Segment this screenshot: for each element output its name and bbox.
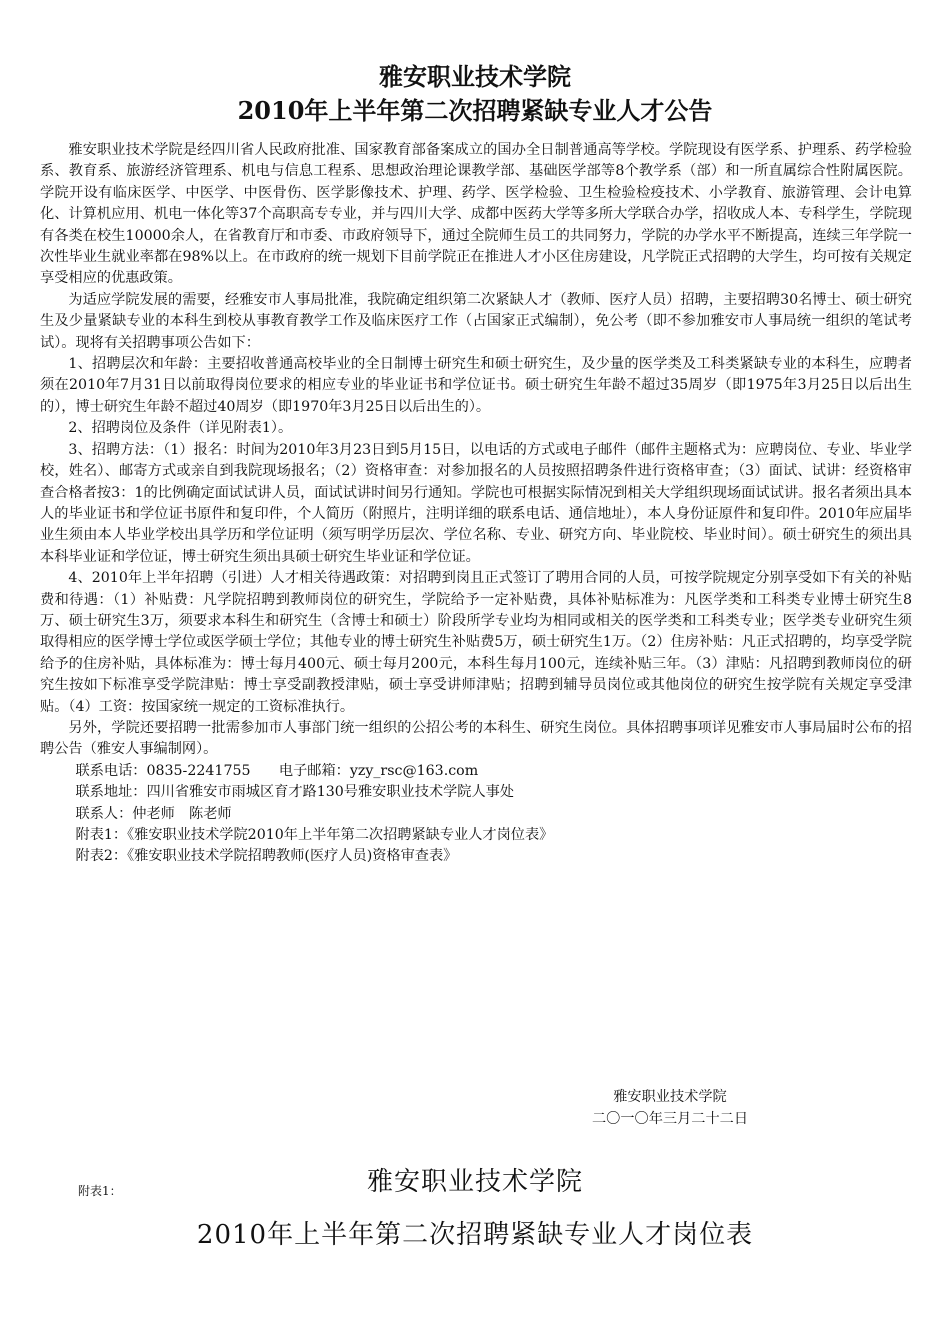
notice-body [40,140,912,868]
attachment-2-ref: 附表2：《雅安职业技术学院招聘教师(医疗人员)资格审查表》 [75,848,458,865]
paragraph-item-1: 1、招聘层次和年龄：主要招收普通高校毕业的全日制博士研究生和硕士研究生，及少量的医学类及工科类紧缺专业的本科生，应聘者须在2010年7月31日以前取得岗位要求的相应专业的毕业证书和学位证书。硕士研究生年龄不超过35周岁（即1975年3月25日以后出生的），博士研究生年龄不超过40周岁（即1970年3月25日以后出生的）。 [40,356,912,415]
signature-block [560,1086,780,1130]
attachment-1-ref: 附表1：《雅安职业技术学院2010年上半年第二次招聘紧缺专业人才岗位表》 [75,827,554,843]
contact-phone-email: 联系电话：0835-2241755 电子邮箱：yzy_rsc@163.com [75,762,479,779]
paragraph-item-2: 2、招聘岗位及条件（详见附表1）。 [68,420,293,437]
appendix-title: 雅安职业技术学院 [366,1167,583,1197]
paragraph-item-4: 4、2010年上半年招聘（引进）人才相关待遇政策：对招聘到岗且正式签订了聘用合同的人员，可按学院规定分别享受如下有关的补贴费和待遇：（1）补贴费：凡学院招聘到教师岗位的研究生，学院给予一定补贴费，具体补贴标准为：凡医学类和工科类专业博士研究生8万、硕士研究生3万，须要求本科生和研究生（含博士和硕士）阶段所学专业均为相同或相关的医学类和工科类专业；医学类专业研究生须取得相应的医学博士学位或医学硕士学位；其他专业的博士研究生补贴费5万，硕士研究生1万。（2）住房补贴：凡正式招聘的，均享受学院给予的住房补贴，具体标准为：博士每月400元、硕士每月200元，本科生每月100元，连续补贴三年。（3）津贴：凡招聘到教师岗位的研究生按如下标准享受学院津贴：博士享受副教授津贴，硕士享受讲师津贴；招聘到辅导员岗位或其他岗位的研究生按学院有关规定享受津贴。（4）工资：按国家统一规定的工资标准执行。 [40,570,912,715]
signature-org: 雅安职业技术学院 [613,1089,727,1105]
contact-person: 联系人：仲老师 陈老师 [75,805,232,822]
paragraph-item-3: 3、招聘方法：（1）报名：时间为2010年3月23日到5月15日，以电话的方式或电子邮件（邮件主题格式为：应聘岗位、专业、毕业学校，姓名）、邮寄方式或亲自到我院现场报名；（2）资格审查：对参加报名的人员按照招聘条件进行资格审查；（3）面试、试讲：经资格审查合格者按3：1的比例确定面试试讲人员，面试试讲时间另行通知。学院也可根据实际情况到相关大学组织现场面试试讲。报名者须出具本人的毕业证书和学位证书原件和复印件，个人简历（附照片，注明详细的联系电话、通信地址），本人身份证原件和复印件。2010年应届毕业生须由本人毕业学校出具学历和学位证明（须写明学历层次、学位名称、专业、研究方向、毕业院校、毕业时间）。硕士研究生的须出具本科毕业证和学位证，博士研究生须出具硕士研究生毕业证和学位证。 [40,441,912,565]
signature-date: 二〇一〇年三月二十二日 [591,1111,749,1127]
paragraph-additional: 另外，学院还要招聘一批需参加市人事部门统一组织的公招公考的本科生、研究生岗位。具体招聘事项详见雅安市人事局届时公布的招聘公告（雅安人事编制网）。 [40,719,912,758]
appendix-label: 附表1： [78,1184,122,1198]
paragraph-intro: 雅安职业技术学院是经四川省人民政府批准、国家教育部备案成立的国办全日制普通高等学校。学院现设有医学系、护理系、药学检验系、教育系、旅游经济管理系、机电与信息工程系、思想政治理论课教学部、基础医学部等8个教学系（部）和一所直属综合性附属医院。学院开设有临床医学、中医学、中医骨伤、医学影像技术、护理、药学、医学检验、卫生检验检疫技术、小学教育、旅游管理、会计电算化、计算机应用、机电一体化等37个高职高专专业，并与四川大学、成都中医药大学等多所大学联合办学，招收成人本、专科学生，学院现有各类在校生10000余人，在省教育厅和市委、市政府领导下，通过全院师生员工的共同努力，学院的办学水平不断提高，连续三年学院一次性毕业生就业率都在98%以上。在市政府的统一规划下目前学院正在推进人才小区住房建设，凡学院正式招聘的大学生，均可按有关规定享受相应的优惠政策。 [40,142,912,287]
contact-address: 联系地址：四川省雅安市雨城区育才路130号雅安职业技术学院人事处 [75,784,515,801]
paragraph-recruitment: 为适应学院发展的需要，经雅安市人事局批准，我院确定组织第二次紧缺人才（教师、医疗人员）招聘，主要招聘30名博士、硕士研究生及少量紧缺专业的本科生到校从事教育教学工作及临床医疗工作（占国家正式编制），免公考（即不参加雅安市人事局统一组织的笔试考试）。现将有关招聘事项公告如下： [40,291,912,351]
page-subtitle: 2010年上半年第二次招聘紧缺专业人才公告 [237,96,713,125]
appendix-subtitle: 2010年上半年第二次招聘紧缺专业人才岗位表 [196,1220,754,1250]
page-title: 雅安职业技术学院 [379,62,571,91]
